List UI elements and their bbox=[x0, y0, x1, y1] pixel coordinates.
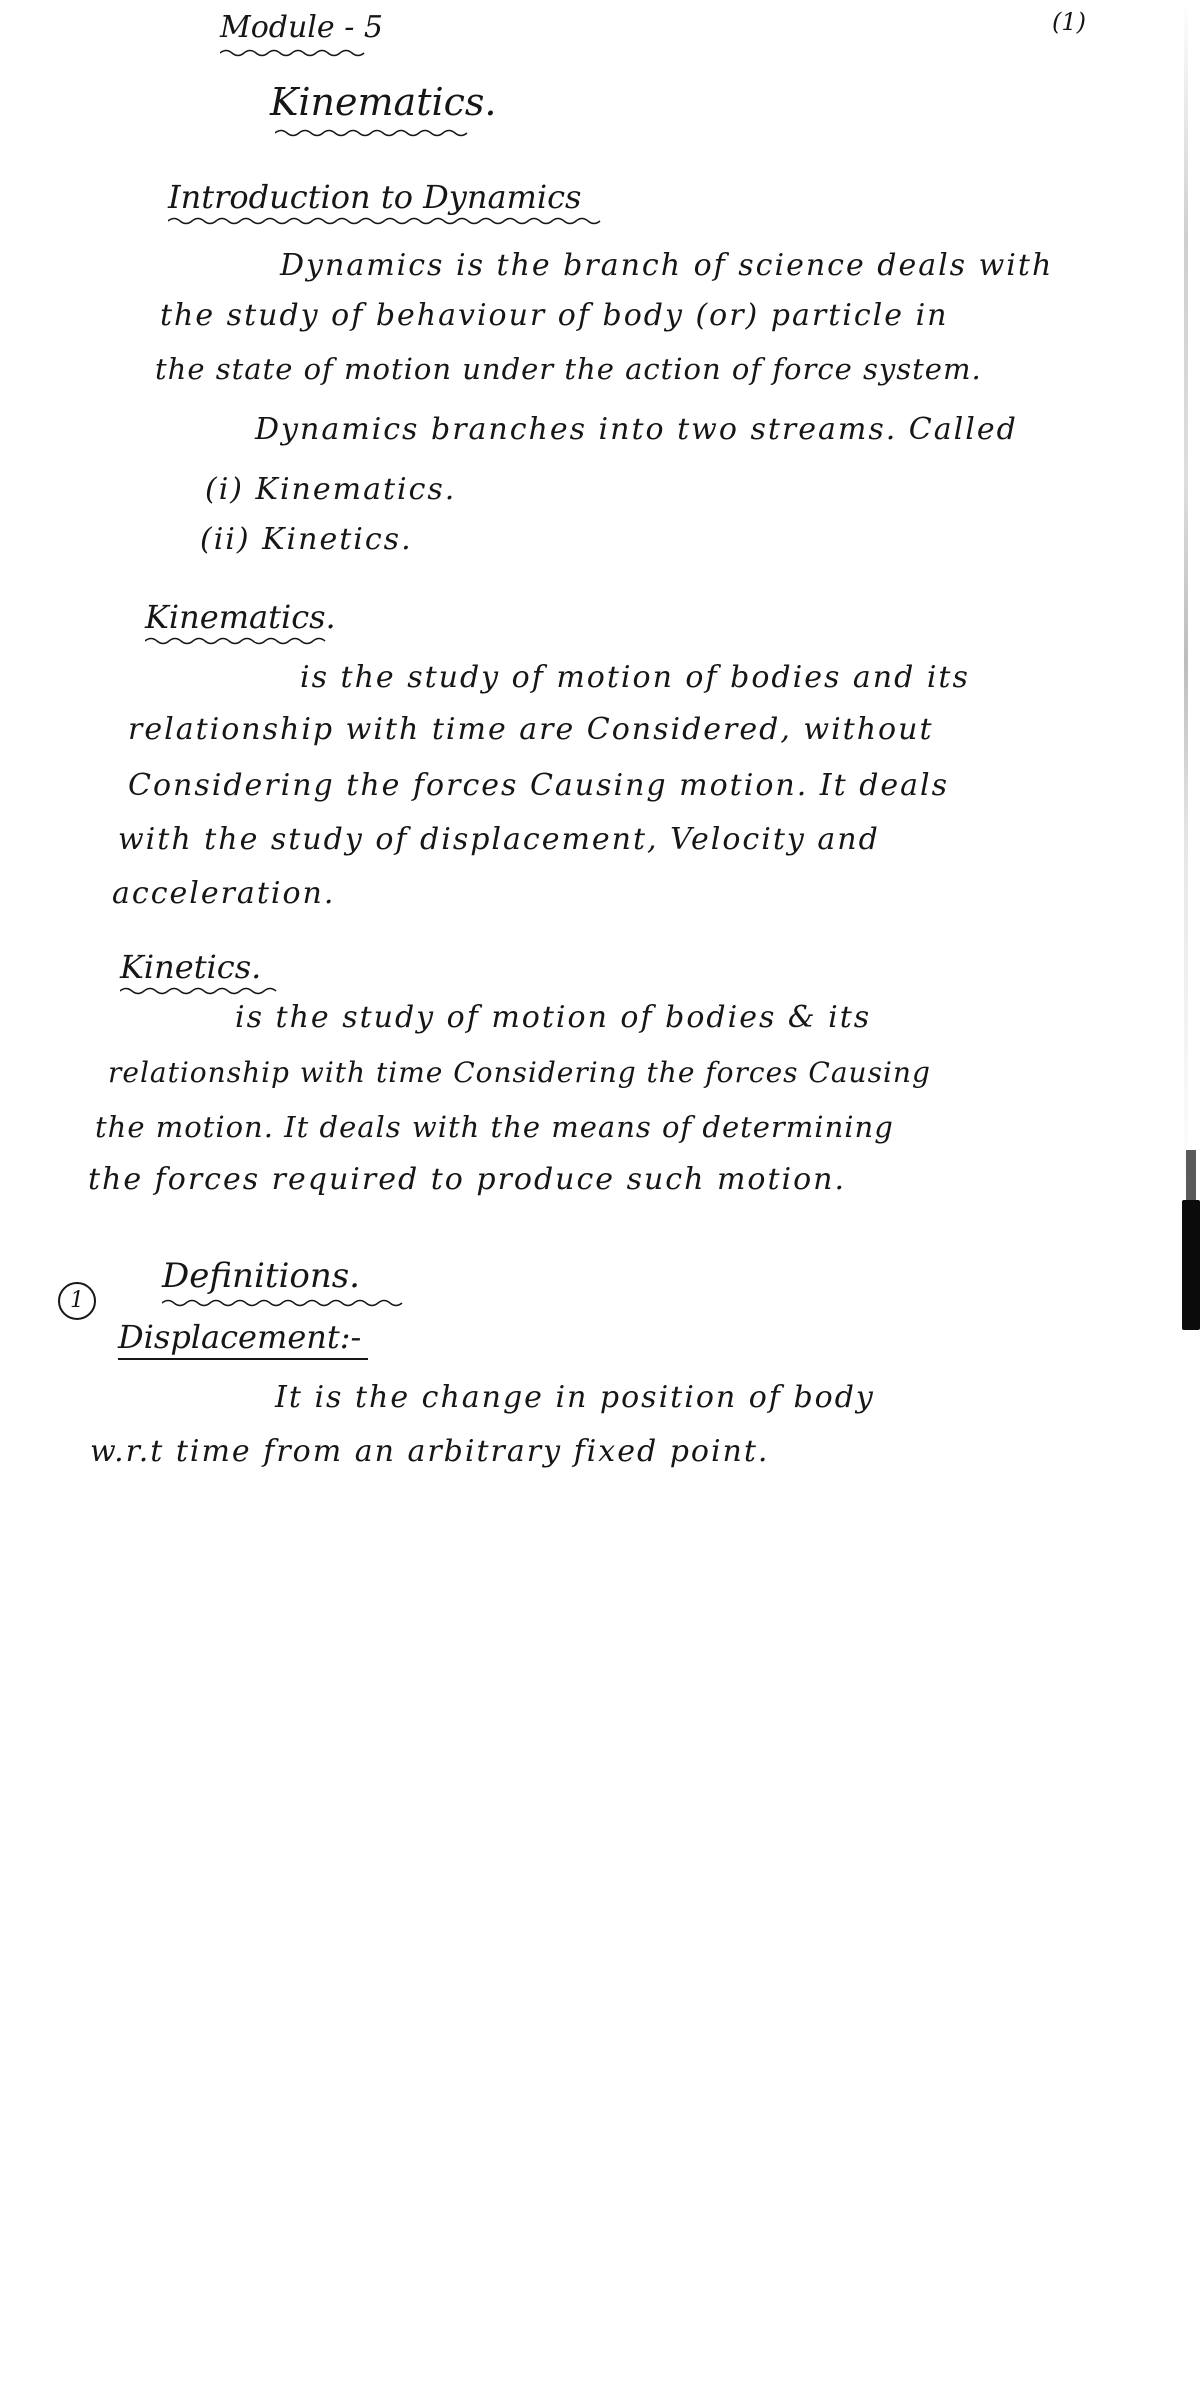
definition-number-badge: 1 bbox=[58, 1282, 96, 1320]
intro-line: the study of behaviour of body (or) particle in bbox=[160, 298, 949, 333]
intro-line: Dynamics branches into two streams. Called bbox=[255, 412, 1018, 447]
scan-blot bbox=[1182, 1200, 1200, 1330]
definition-title-underline bbox=[118, 1358, 368, 1360]
intro-heading: Introduction to Dynamics bbox=[168, 178, 582, 216]
kinetics-line: the forces required to produce such motion. bbox=[88, 1162, 847, 1197]
kinematics-heading-underline bbox=[145, 636, 335, 646]
kinematics-line: acceleration. bbox=[112, 876, 336, 911]
kinematics-heading: Kinematics. bbox=[145, 598, 336, 636]
kinematics-line: with the study of displacement, Velocity and bbox=[118, 822, 880, 857]
kinematics-line: relationship with time are Considered, without bbox=[128, 712, 934, 747]
definitions-heading: Definitions. bbox=[162, 1256, 360, 1296]
kinematics-line: is the study of motion of bodies and its bbox=[300, 660, 970, 695]
definition-line: It is the change in position of body bbox=[275, 1380, 875, 1415]
intro-line: Dynamics is the branch of science deals with bbox=[280, 248, 1054, 283]
intro-heading-underline bbox=[168, 216, 608, 226]
definitions-heading-underline bbox=[162, 1298, 412, 1308]
scan-edge-artifact bbox=[1184, 0, 1188, 1200]
page-number: (1) bbox=[1052, 8, 1087, 36]
kinetics-line: is the study of motion of bodies & its bbox=[235, 1000, 872, 1035]
kinetics-heading: Kinetics. bbox=[120, 948, 262, 986]
kinetics-line: relationship with time Considering the forces Causing bbox=[108, 1056, 931, 1089]
module-label: Module - 5 bbox=[220, 10, 383, 45]
module-underline bbox=[220, 48, 370, 58]
kinetics-line: the motion. It deals with the means of determining bbox=[95, 1110, 894, 1144]
kinematics-line: Considering the forces Causing motion. It deals bbox=[128, 768, 950, 803]
intro-list-item: (ii) Kinetics. bbox=[200, 522, 413, 557]
definition-line: w.r.t time from an arbitrary fixed point. bbox=[90, 1434, 770, 1469]
intro-list-item: (i) Kinematics. bbox=[205, 472, 457, 507]
page-title: Kinematics. bbox=[270, 80, 497, 124]
kinetics-heading-underline bbox=[120, 986, 280, 996]
intro-line: the state of motion under the action of force system. bbox=[155, 352, 982, 386]
title-underline bbox=[275, 128, 475, 138]
definition-title: Displacement:- bbox=[118, 1318, 362, 1356]
